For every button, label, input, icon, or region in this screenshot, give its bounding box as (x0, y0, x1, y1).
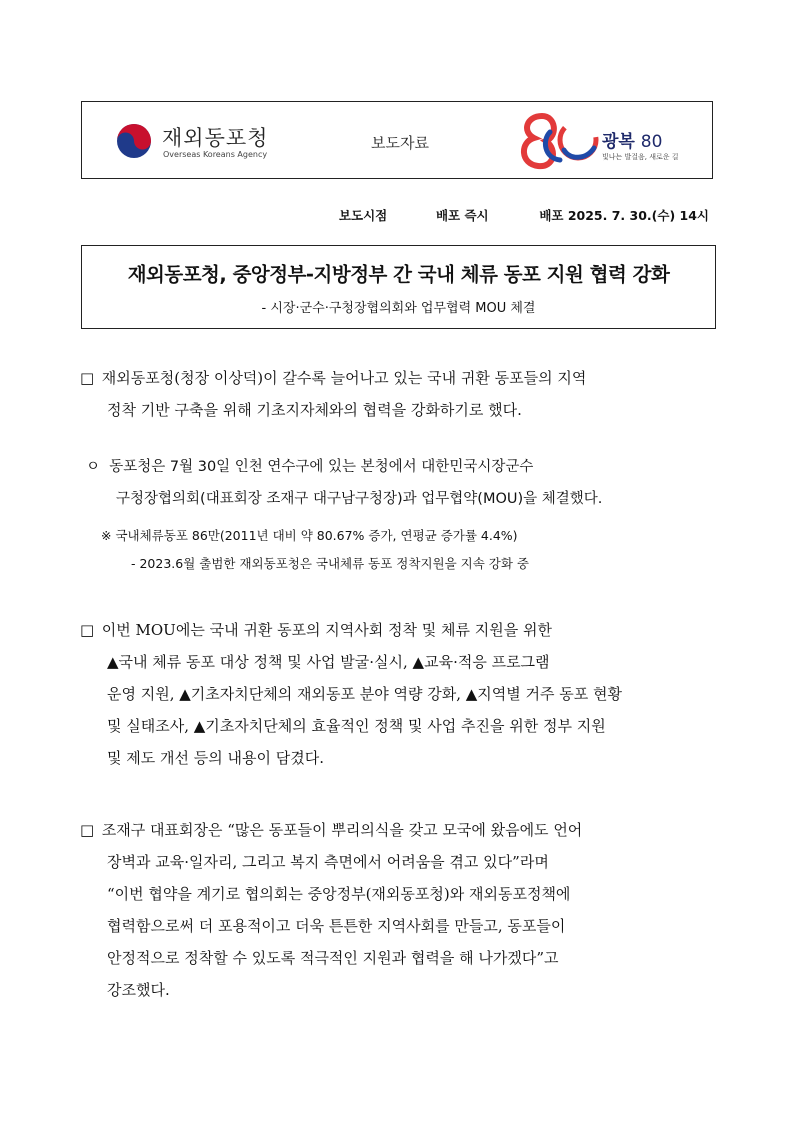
paragraph-line: 운영 지원, ▲기초자치단체의 재외동포 분야 역량 강화, ▲지역별 거주 동포 현황 (107, 685, 622, 703)
paragraph-line: 정착 기반 구축을 위해 기초지자체와의 협력을 강화하기로 했다. (107, 401, 522, 419)
checkbox-bullet: □ (80, 621, 95, 639)
paragraph-line: 구청장협의회(대표회장 조재구 대구남구청장)과 업무협약(MOU)을 체결했다. (116, 491, 603, 507)
paragraph-1 (80, 362, 720, 426)
liberation-80-slogan: 빛나는 발걸음, 새로운 길 (602, 153, 679, 161)
paragraph-2 (86, 451, 726, 515)
footnote: ※ 국내체류동포 86만(2011년 대비 약 80.67% 증가, 연평균 증가률 4.4%) (101, 528, 518, 543)
release-info (339, 206, 709, 224)
paragraph-3 (80, 614, 720, 774)
release-label: 보도시점 (338, 208, 388, 223)
agency-name-ko: 재외동포청 (162, 126, 269, 150)
paragraph-line: “이번 협약을 계기로 협의회는 중앙정부(재외동포청)와 재외동포정책에 (107, 885, 571, 903)
release-date: 배포 2025. 7. 30.(수) 14시 (539, 208, 709, 223)
title-box (81, 245, 716, 329)
liberation-80-logo (514, 110, 709, 172)
paragraph-line: 및 제도 개선 등의 내용이 담겼다. (107, 749, 324, 767)
release-timing: 배포 즉시 (435, 208, 489, 223)
paragraph-line: 안정적으로 정착할 수 있도록 적극적인 지원과 협력을 해 나가겠다”고 (107, 949, 559, 967)
paragraph-4 (80, 814, 720, 1006)
paragraph-line: 강조했다. (107, 981, 170, 999)
paragraph-line: ▲국내 체류 동포 대상 정책 및 사업 발굴·실시, ▲교육·적응 프로그램 (107, 653, 550, 671)
paragraph-line: 및 실태조사, ▲기초자치단체의 효율적인 정책 및 사업 추진을 위한 정부 지원 (107, 717, 606, 735)
paragraph-line: 협력함으로써 더 포용적이고 더욱 튼튼한 지역사회를 만들고, 동포들이 (107, 917, 566, 935)
liberation-80-title: 광복 80 (602, 132, 663, 152)
paragraph-line: □ 재외동포청(청장 이상덕)이 갈수록 늘어나고 있는 국내 귀환 동포들의 지역 (80, 362, 720, 394)
footnote-detail: - 2023.6월 출범한 재외동포청은 국내체류 동포 정착지원을 지속 강화 중 (131, 556, 529, 571)
paragraph-line: □ 이번 MOU에는 국내 귀환 동포의 지역사회 정착 및 체류 지원을 위한 (80, 614, 720, 646)
number-80-emblem-icon (514, 110, 600, 172)
headline: 재외동포청, 중앙정부-지방정부 간 국내 체류 동포 지원 협력 강화 (127, 263, 670, 286)
checkbox-bullet: □ (80, 821, 95, 839)
paragraph-line: ㅇ 동포청은 7월 30일 인천 연수구에 있는 본청에서 대한민국시장군수 (86, 459, 534, 475)
header-box (81, 101, 713, 179)
subheadline: - 시장·군수·구청장협의회와 업무협력 MOU 체결 (261, 301, 536, 316)
circle-bullet: ㅇ (86, 459, 101, 475)
agency-logo (116, 120, 286, 162)
paragraph-line: 장벽과 교육·일자리, 그리고 복지 측면에서 어려움을 겪고 있다”라며 (107, 853, 549, 871)
checkbox-bullet: □ (80, 369, 95, 387)
taegeuk-emblem-icon (116, 123, 152, 159)
agency-name-en: Overseas Koreans Agency (163, 150, 268, 159)
document-type: 보도자료 (371, 134, 429, 152)
paragraph-line: □ 조재구 대표회장은 “많은 동포들이 뿌리의식을 갖고 모국에 왔음에도 언어 (80, 814, 720, 846)
